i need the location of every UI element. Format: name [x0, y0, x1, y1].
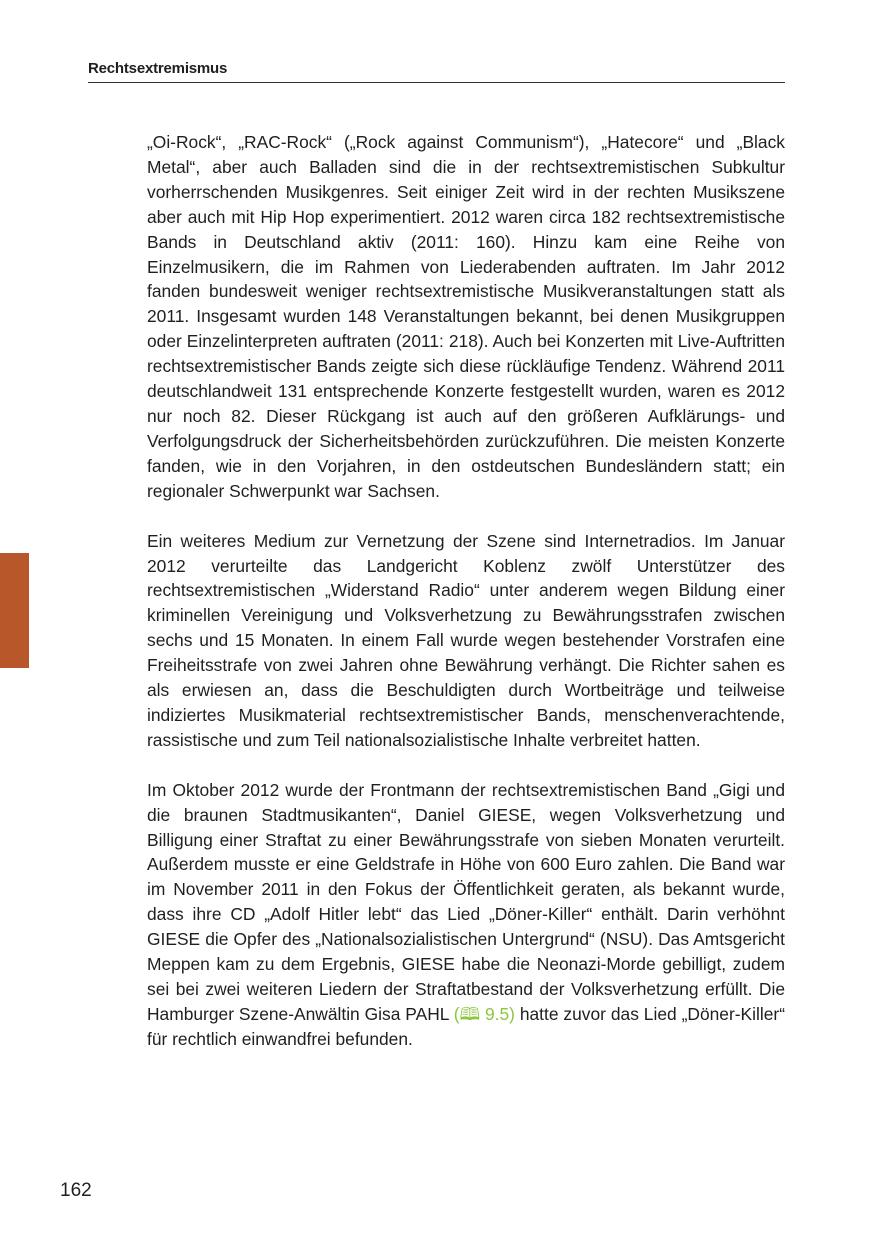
running-title: Rechtsextremismus — [88, 60, 228, 77]
paragraph-internet-radios: Ein weiteres Medium zur Vernetzung der Szene sind Internetradios. Im Januar 2012 verurteilte das Landgericht Koblenz zwölf Unterstützer des rechtsextremistischen „Widerstand Radio“ unter anderem wegen Bildung einer kriminellen Vereinigung und Volksverhetzung zu Bewährungsstrafen zwischen sechs und 15 Monaten. In einem Fall wurde wegen bestehender Vorstrafen eine Freiheitsstrafe von zwei Jahren ohne Bewährung verhängt. Die Richter sahen es als erwiesen an, dass die Beschuldigten durch Wortbeiträge und teilweise indiziertes Musikmaterial rechtsextremistischer Bands, menschenverachtende, rassistische und zum Teil nationalsozialistische Inhalte verbreitet hatten. — [147, 530, 785, 750]
link-reference: 9.5) — [480, 1003, 515, 1024]
paragraph-text-part: Im Oktober 2012 wurde der Frontmann der rechtsextremistischen Band „Gigi und die braunen Stadtmusikanten“, Daniel GIESE, wegen Volksverhetzung und Billigung einer Straftat zu einer Bewährungsstrafe von sieben Monaten verurteilt. Außerdem musste er eine Geldstrafe in Höhe von 600 Euro zahlen. Die Band war im November 2011 in den Fokus der Öffentlichkeit geraten, als bekannt wurde, dass ihre CD „Adolf Hitler lebt“ das Lied „Döner-Killer“ enthält. Darin verhöhnt GIESE die Opfer des „Nationalsozialistischen Untergrund“ (NSU). Das Amtsgericht Meppen kam zu dem Ergebnis, GIESE habe die Neonazi-Morde gebilligt, zudem sei bei zwei weiteren Liedern der Straftatbestand der Volksverhetzung erfüllt. Die Hamburger Szene-Anwältin Gisa PAHL — [147, 779, 785, 1024]
link-open-paren: ( — [453, 1003, 460, 1024]
page-number: 162 — [60, 1180, 92, 1201]
chapter-tab — [0, 553, 29, 668]
header-rule — [88, 82, 785, 83]
paragraph-giese-verdict — [147, 778, 785, 1052]
body-text — [147, 130, 785, 1052]
book-icon: 🕮 — [459, 1003, 481, 1024]
cross-reference-link[interactable] — [454, 1004, 515, 1024]
paragraph-text-part: hatte zuvor das Lied „Döner-Killer“ für rechtlich einwandfrei befunden. — [147, 1003, 785, 1049]
paragraph-music-genres: „Oi-Rock“, „RAC-Rock“ („Rock against Communism“), „Hatecore“ und „Black Metal“, aber auch Balladen sind die in der rechtsextremistischen Subkultur vorherrschenden Musikgenres. Seit einiger Zeit wird in der rechten Musikszene aber auch mit Hip Hop experimentiert. 2012 waren circa 182 rechtsextremistische Bands in Deutschland aktiv (2011: 160). Hinzu kam eine Reihe von Einzelmusikern, die im Rahmen von Liederabenden auftraten. Im Jahr 2012 fanden bundesweit weniger rechtsextremistische Musikveranstaltungen statt als 2011. Insgesamt wurden 148 Veranstaltungen bekannt, bei denen Musikgruppen oder Einzelinterpreten auftraten (2011: 218). Auch bei Konzerten mit Live-Auftritten rechtsextremistischer Bands zeigte sich diese rückläufige Tendenz. Während 2011 deutschlandweit 131 entsprechende Konzerte festgestellt wurden, waren es 2012 nur noch 82. Dieser Rückgang ist auch auf den größeren Aufklärungs- und Verfolgungsdruck der Sicherheitsbehörden zurückzuführen. Die meisten Konzerte fanden, wie in den Vorjahren, in den ostdeutschen Bundesländern statt; ein regionaler Schwerpunkt war Sachsen. — [147, 132, 785, 501]
